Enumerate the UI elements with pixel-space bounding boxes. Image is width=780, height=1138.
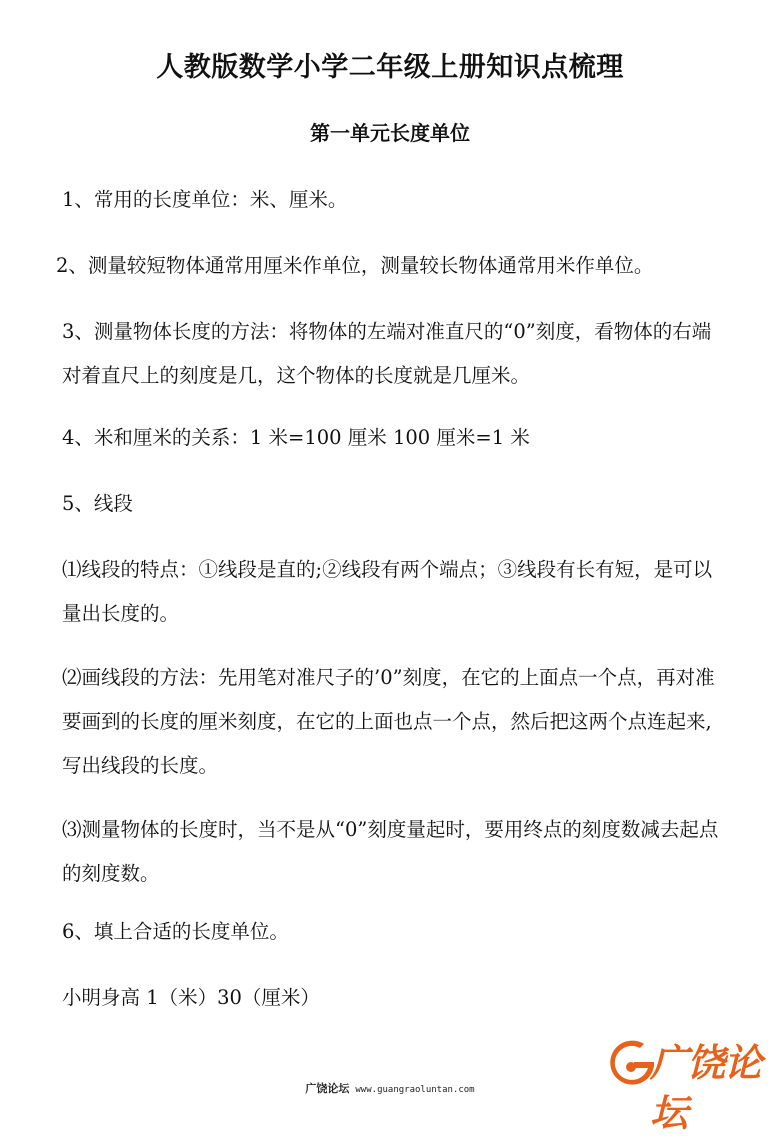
item-line: 1、常用的长度单位：米、厘米。 (62, 188, 348, 211)
item-line: 6、填上合适的长度单位。 (62, 920, 289, 943)
item-line: 要画到的长度的厘米刻度，在它的上面也点一个点，然后把这两个点连起来, (62, 710, 712, 733)
item-2 (56, 244, 653, 288)
footer-site-name: 广饶论坛 (305, 1082, 350, 1095)
item-5-2 (62, 656, 715, 788)
item-3 (62, 310, 711, 398)
item-4 (62, 416, 530, 460)
item-line: 写出线段的长度。 (62, 754, 219, 777)
item-line: 小明身高 1（米）30（厘米） (62, 986, 320, 1009)
item-line: ⑵画线段的方法：先用笔对准尺子的’0”刻度，在它的上面点一个点，再对准 (62, 666, 715, 689)
item-line: ⑴线段的特点：①线段是直的;②线段有两个端点；③线段有长有短，是可以 (62, 558, 713, 581)
item-line: 3、测量物体长度的方法：将物体的左端对准直尺的“0”刻度，看物体的右端 (62, 320, 712, 343)
item-line: 量出长度的。 (62, 602, 180, 625)
item-5-3 (62, 808, 718, 896)
item-6 (62, 910, 289, 954)
footer-url[interactable]: www.guangraoluntan.com (355, 1085, 475, 1095)
item-example (62, 976, 320, 1020)
logo-text: 广饶论坛 (650, 1041, 762, 1135)
item-5-1 (62, 548, 712, 636)
unit-heading: 第一单元长度单位 (310, 121, 470, 145)
page-footer (0, 1083, 780, 1096)
item-1 (62, 178, 347, 222)
item-line: 2、测量较短物体通常用厘米作单位，测量较长物体通常用米作单位。 (56, 254, 654, 277)
item-line: 5、线段 (62, 492, 133, 515)
item-line: ⑶测量物体的长度时，当不是从“0”刻度量起时，要用终点的刻度数减去起点 (62, 818, 719, 841)
item-line: 4、米和厘米的关系：1 米=100 厘米 100 厘米=1 米 (62, 426, 530, 449)
item-5 (62, 482, 133, 526)
document-title: 人教版数学小学二年级上册知识点梳理 (156, 52, 624, 83)
item-line: 对着直尺上的刻度是几，这个物体的长度就是几厘米。 (62, 364, 531, 387)
item-line: 的刻度数。 (62, 862, 160, 885)
